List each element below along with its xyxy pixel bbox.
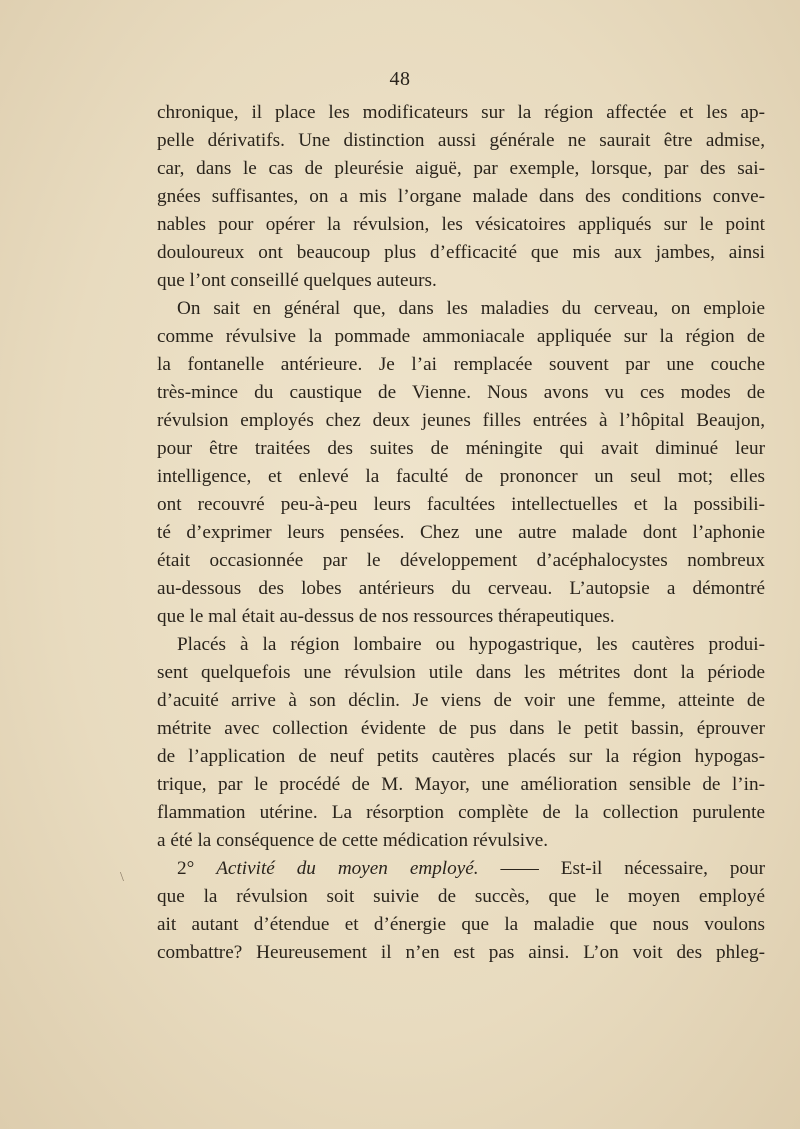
text-line: sent quelquefois une révulsion utile dans les métrites dont la période [157,662,765,683]
body-text [157,99,765,967]
text-line: pour être traitées des suites de méningite qui avait diminué leur [157,438,765,459]
text-line: comme révulsive la pommade ammoniacale appliquée sur la région de [157,326,765,347]
paragraph-lines [157,99,765,855]
section-lines [157,883,765,967]
section-title: Activité du moyen employé. [216,858,479,879]
page-mark: \ [120,870,124,885]
text-line: gnées suffisantes, on a mis l’organe malade dans des conditions conve- [157,186,765,207]
text-line: chronique, il place les modificateurs sur la région affectée et les ap- [157,102,765,123]
text-line: On sait en général que, dans les maladies du cerveau, on emploie [177,298,765,319]
text-line: révulsion employés chez deux jeunes filles entrées à l’hôpital Beaujon, [157,410,765,431]
text-line: intelligence, et enlevé la faculté de prononcer un seul mot; elles [157,466,765,487]
text-line: a été la conséquence de cette médication révulsive. [157,830,549,851]
text-line: douloureux ont beaucoup plus d’efficacité que mis aux jambes, ainsi [157,242,765,263]
text-line: que la révulsion soit suivie de succès, que le moyen employé [157,886,765,907]
text-line: Placés à la région lombaire ou hypogastrique, les cautères produi- [177,634,765,655]
text-line: trique, par le procédé de M. Mayor, une amélioration sensible de l’in- [157,774,765,795]
text-line: té d’exprimer leurs pensées. Chez une autre malade dont l’aphonie [157,522,765,543]
text-line: très-mince du caustique de Vienne. Nous avons vu ces modes de [157,382,765,403]
text-line: que le mal était au-dessus de nos ressources thérapeutiques. [157,606,615,627]
text-line: pelle dérivatifs. Une distinction aussi générale ne saurait être admise, [157,130,765,151]
text-line: combattre? Heureusement il n’en est pas ainsi. L’on voit des phleg- [157,942,765,963]
text-line: ont recouvré peu-à-peu leurs facultées intellectuelles et la possibili- [157,494,765,515]
page-number: 48 [389,68,411,90]
text-line: ait autant d’étendue et d’énergie que la maladie que nous voulons [157,914,765,935]
section-first-line-text: Est-il nécessaire, pour [560,858,765,879]
text-line: métrite avec collection évidente de pus dans le petit bassin, éprouver [157,718,765,739]
text-line: de l’application de neuf petits cautères placés sur la région hypogas- [157,746,765,767]
text-line: la fontanelle antérieure. Je l’ai remplacée souvent par une couche [157,354,765,375]
text-line: nables pour opérer la révulsion, les vésicatoires appliqués sur le point [157,214,765,235]
text-line: d’acuité arrive à son déclin. Je viens de voir une femme, atteinte de [157,690,765,711]
section-number: 2° [177,858,195,879]
section-heading-line [157,855,765,883]
text-line: au-dessous des lobes antérieurs du cerveau. L’autopsie a démontré [157,578,765,599]
text-line: était occasionnée par le développement d’acéphalocystes nombreux [157,550,765,571]
text-line: car, dans le cas de pleurésie aiguë, par exemple, lorsque, par des sai- [157,158,765,179]
text-line: que l’ont conseillé quelques auteurs. [157,270,437,291]
text-line: flammation utérine. La résorption complète de la collection purulente [157,802,765,823]
section-dash: —— [500,858,539,879]
